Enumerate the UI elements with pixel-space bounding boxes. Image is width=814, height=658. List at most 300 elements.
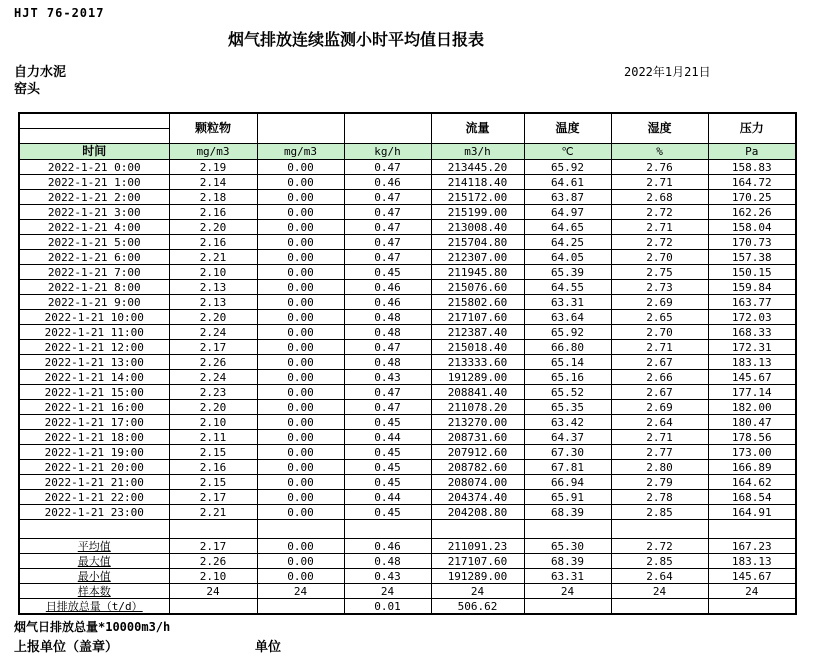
value-cell: 0.46 (344, 175, 431, 190)
group-header-empty-2 (344, 113, 431, 144)
value-cell: 2.65 (611, 310, 708, 325)
value-cell: 65.52 (524, 385, 611, 400)
value-cell: 64.37 (524, 430, 611, 445)
value-cell: 0.47 (344, 385, 431, 400)
value-cell: 0.45 (344, 475, 431, 490)
summary-value-cell: 2.64 (611, 569, 708, 584)
time-cell: 2022-1-21 15:00 (19, 385, 169, 400)
value-cell: 2.71 (611, 175, 708, 190)
value-cell: 207912.60 (431, 445, 524, 460)
value-cell: 191289.00 (431, 370, 524, 385)
summary-value-cell: 24 (257, 584, 344, 599)
value-cell: 0.47 (344, 235, 431, 250)
value-cell: 0.00 (257, 295, 344, 310)
table-row (19, 415, 796, 430)
value-cell: 2.85 (611, 505, 708, 520)
spacer-row (19, 520, 796, 539)
table-row (19, 460, 796, 475)
value-cell: 215802.60 (431, 295, 524, 310)
value-cell: 0.00 (257, 475, 344, 490)
table-row (19, 310, 796, 325)
value-cell: 0.45 (344, 445, 431, 460)
unit-label: 单位 (255, 640, 282, 655)
summary-value-cell: 2.72 (611, 539, 708, 554)
value-cell: 0.47 (344, 400, 431, 415)
value-cell: 2.16 (169, 460, 257, 475)
value-cell: 164.91 (708, 505, 796, 520)
table-row (19, 505, 796, 520)
time-cell: 2022-1-21 9:00 (19, 295, 169, 310)
value-cell: 2.24 (169, 370, 257, 385)
value-cell: 0.00 (257, 310, 344, 325)
time-cell: 2022-1-21 23:00 (19, 505, 169, 520)
value-cell: 213333.60 (431, 355, 524, 370)
value-cell: 214118.40 (431, 175, 524, 190)
summary-value-cell (708, 599, 796, 615)
value-cell: 0.00 (257, 325, 344, 340)
value-cell: 64.25 (524, 235, 611, 250)
value-cell: 215199.00 (431, 205, 524, 220)
value-cell: 2.19 (169, 160, 257, 175)
value-cell: 211078.20 (431, 400, 524, 415)
summary-value-cell: 0.00 (257, 569, 344, 584)
value-cell: 0.00 (257, 160, 344, 175)
value-cell: 0.47 (344, 250, 431, 265)
value-cell: 145.67 (708, 370, 796, 385)
time-cell: 2022-1-21 1:00 (19, 175, 169, 190)
value-cell: 173.00 (708, 445, 796, 460)
value-cell: 208782.60 (431, 460, 524, 475)
value-cell: 64.97 (524, 205, 611, 220)
value-cell: 164.62 (708, 475, 796, 490)
value-cell: 178.56 (708, 430, 796, 445)
value-cell: 2.71 (611, 340, 708, 355)
summary-value-cell: 24 (524, 584, 611, 599)
time-cell: 2022-1-21 17:00 (19, 415, 169, 430)
value-cell: 2.17 (169, 490, 257, 505)
value-cell: 0.00 (257, 235, 344, 250)
value-cell: 158.83 (708, 160, 796, 175)
value-cell: 208841.40 (431, 385, 524, 400)
value-cell: 2.15 (169, 475, 257, 490)
value-cell: 63.64 (524, 310, 611, 325)
time-cell: 2022-1-21 12:00 (19, 340, 169, 355)
empty-cell (169, 520, 257, 539)
table-row (19, 400, 796, 415)
value-cell: 0.00 (257, 280, 344, 295)
value-cell: 2.71 (611, 430, 708, 445)
value-cell: 2.69 (611, 400, 708, 415)
value-cell: 2.71 (611, 220, 708, 235)
value-cell: 215172.00 (431, 190, 524, 205)
unit-header-pa: Pa (708, 144, 796, 160)
value-cell: 2.11 (169, 430, 257, 445)
value-cell: 67.30 (524, 445, 611, 460)
summary-value-cell: 0.46 (344, 539, 431, 554)
time-header-top-subcell (20, 114, 169, 129)
time-cell: 2022-1-21 13:00 (19, 355, 169, 370)
time-cell: 2022-1-21 11:00 (19, 325, 169, 340)
table-row (19, 370, 796, 385)
time-column-label: 时间 (19, 144, 169, 160)
value-cell: 170.25 (708, 190, 796, 205)
summary-value-cell: 0.48 (344, 554, 431, 569)
empty-cell (19, 520, 169, 539)
value-cell: 213445.20 (431, 160, 524, 175)
summary-value-cell: 183.13 (708, 554, 796, 569)
report-date: 2022年1月21日 (624, 65, 711, 79)
value-cell: 65.35 (524, 400, 611, 415)
group-header-temperature: 温度 (524, 113, 611, 144)
summary-row (19, 599, 796, 615)
value-cell: 0.48 (344, 355, 431, 370)
value-cell: 0.45 (344, 460, 431, 475)
value-cell: 0.00 (257, 220, 344, 235)
time-cell: 2022-1-21 19:00 (19, 445, 169, 460)
value-cell: 2.66 (611, 370, 708, 385)
time-cell: 2022-1-21 22:00 (19, 490, 169, 505)
value-cell: 64.05 (524, 250, 611, 265)
table-row (19, 475, 796, 490)
value-cell: 159.84 (708, 280, 796, 295)
summary-value-cell: 24 (344, 584, 431, 599)
group-header-particulate: 颗粒物 (169, 113, 257, 144)
group-header-flow: 流量 (431, 113, 524, 144)
group-header-row (19, 113, 796, 144)
unit-header-mgm3: mg/m3 (257, 144, 344, 160)
empty-cell (708, 520, 796, 539)
value-cell: 2.10 (169, 415, 257, 430)
value-cell: 0.45 (344, 415, 431, 430)
time-cell: 2022-1-21 6:00 (19, 250, 169, 265)
empty-cell (431, 520, 524, 539)
value-cell: 2.70 (611, 250, 708, 265)
value-cell: 212387.40 (431, 325, 524, 340)
value-cell: 2.20 (169, 310, 257, 325)
summary-value-cell: 0.00 (257, 539, 344, 554)
table-body (19, 160, 796, 615)
summary-row (19, 569, 796, 584)
value-cell: 0.44 (344, 430, 431, 445)
value-cell: 2.70 (611, 325, 708, 340)
value-cell: 0.45 (344, 265, 431, 280)
group-header-empty-1 (257, 113, 344, 144)
value-cell: 2.20 (169, 400, 257, 415)
value-cell: 63.31 (524, 295, 611, 310)
value-cell: 180.47 (708, 415, 796, 430)
unit-header-pm-mgm3: mg/m3 (169, 144, 257, 160)
time-cell: 2022-1-21 8:00 (19, 280, 169, 295)
empty-cell (344, 520, 431, 539)
time-cell: 2022-1-21 20:00 (19, 460, 169, 475)
table-row (19, 445, 796, 460)
value-cell: 2.17 (169, 340, 257, 355)
table-row (19, 280, 796, 295)
value-cell: 0.00 (257, 460, 344, 475)
summary-value-cell: 24 (611, 584, 708, 599)
summary-value-cell: 24 (708, 584, 796, 599)
value-cell: 0.46 (344, 295, 431, 310)
value-cell: 168.33 (708, 325, 796, 340)
time-cell: 2022-1-21 18:00 (19, 430, 169, 445)
value-cell: 0.46 (344, 280, 431, 295)
value-cell: 163.77 (708, 295, 796, 310)
summary-value-cell: 2.26 (169, 554, 257, 569)
table-row (19, 385, 796, 400)
value-cell: 2.21 (169, 505, 257, 520)
value-cell: 2.79 (611, 475, 708, 490)
value-cell: 0.43 (344, 370, 431, 385)
value-cell: 162.26 (708, 205, 796, 220)
value-cell: 2.80 (611, 460, 708, 475)
station-name: 窑头 (14, 82, 41, 97)
summary-value-cell: 2.17 (169, 539, 257, 554)
value-cell: 2.10 (169, 265, 257, 280)
value-cell: 2.68 (611, 190, 708, 205)
empty-cell (257, 520, 344, 539)
summary-value-cell (524, 599, 611, 615)
value-cell: 0.00 (257, 505, 344, 520)
summary-value-cell: 211091.23 (431, 539, 524, 554)
value-cell: 182.00 (708, 400, 796, 415)
summary-value-cell: 506.62 (431, 599, 524, 615)
summary-value-cell: 63.31 (524, 569, 611, 584)
value-cell: 0.47 (344, 160, 431, 175)
report-unit-label: 上报单位（盖章） (14, 640, 119, 655)
value-cell: 0.00 (257, 370, 344, 385)
page-title: 烟气排放连续监测小时平均值日报表 (227, 30, 484, 49)
value-cell: 65.16 (524, 370, 611, 385)
value-cell: 158.04 (708, 220, 796, 235)
table-row (19, 175, 796, 190)
summary-row (19, 554, 796, 569)
value-cell: 0.44 (344, 490, 431, 505)
time-cell: 2022-1-21 10:00 (19, 310, 169, 325)
unit-header-celsius: ℃ (524, 144, 611, 160)
value-cell: 150.15 (708, 265, 796, 280)
value-cell: 2.18 (169, 190, 257, 205)
table-row (19, 265, 796, 280)
value-cell: 2.77 (611, 445, 708, 460)
summary-value-cell: 0.01 (344, 599, 431, 615)
time-cell: 2022-1-21 4:00 (19, 220, 169, 235)
value-cell: 63.42 (524, 415, 611, 430)
unit-header-m3h: m3/h (431, 144, 524, 160)
summary-value-cell: 24 (169, 584, 257, 599)
value-cell: 63.87 (524, 190, 611, 205)
value-cell: 0.47 (344, 220, 431, 235)
value-cell: 0.48 (344, 325, 431, 340)
value-cell: 65.92 (524, 160, 611, 175)
value-cell: 0.00 (257, 385, 344, 400)
table-row (19, 325, 796, 340)
value-cell: 2.16 (169, 205, 257, 220)
value-cell: 2.72 (611, 235, 708, 250)
time-cell: 2022-1-21 3:00 (19, 205, 169, 220)
time-cell: 2022-1-21 16:00 (19, 400, 169, 415)
summary-label-cell: 平均值 (19, 539, 169, 554)
value-cell: 208731.60 (431, 430, 524, 445)
value-cell: 2.15 (169, 445, 257, 460)
value-cell: 2.13 (169, 295, 257, 310)
summary-value-cell: 0.43 (344, 569, 431, 584)
value-cell: 64.65 (524, 220, 611, 235)
time-cell: 2022-1-21 2:00 (19, 190, 169, 205)
value-cell: 0.00 (257, 265, 344, 280)
value-cell: 2.20 (169, 220, 257, 235)
table-row (19, 340, 796, 355)
summary-value-cell: 145.67 (708, 569, 796, 584)
value-cell: 64.61 (524, 175, 611, 190)
table-row (19, 295, 796, 310)
value-cell: 213270.00 (431, 415, 524, 430)
value-cell: 0.47 (344, 205, 431, 220)
time-header-split-cell (19, 113, 169, 144)
summary-label-cell: 日排放总量（t/d） (19, 599, 169, 615)
value-cell: 0.47 (344, 340, 431, 355)
value-cell: 166.89 (708, 460, 796, 475)
value-cell: 0.00 (257, 355, 344, 370)
value-cell: 204208.80 (431, 505, 524, 520)
value-cell: 170.73 (708, 235, 796, 250)
summary-value-cell: 2.85 (611, 554, 708, 569)
value-cell: 0.00 (257, 430, 344, 445)
value-cell: 208074.00 (431, 475, 524, 490)
value-cell: 2.73 (611, 280, 708, 295)
value-cell: 65.14 (524, 355, 611, 370)
unit-header-row (19, 144, 796, 160)
value-cell: 2.67 (611, 385, 708, 400)
unit-header-kgh: kg/h (344, 144, 431, 160)
table-row (19, 220, 796, 235)
standard-code: HJT 76-2017 (14, 6, 105, 20)
value-cell: 215076.60 (431, 280, 524, 295)
summary-value-cell: 191289.00 (431, 569, 524, 584)
group-header-pressure: 压力 (708, 113, 796, 144)
summary-row (19, 584, 796, 599)
summary-value-cell: 68.39 (524, 554, 611, 569)
value-cell: 0.00 (257, 190, 344, 205)
time-cell: 2022-1-21 5:00 (19, 235, 169, 250)
table-row (19, 205, 796, 220)
empty-cell (611, 520, 708, 539)
table-row (19, 430, 796, 445)
summary-label-cell: 最大值 (19, 554, 169, 569)
value-cell: 2.14 (169, 175, 257, 190)
summary-value-cell (169, 599, 257, 615)
value-cell: 65.39 (524, 265, 611, 280)
time-header-bottom-subcell (20, 129, 169, 143)
summary-value-cell: 167.23 (708, 539, 796, 554)
summary-value-cell: 2.10 (169, 569, 257, 584)
value-cell: 183.13 (708, 355, 796, 370)
value-cell: 215704.80 (431, 235, 524, 250)
summary-value-cell: 24 (431, 584, 524, 599)
footer-note: 烟气日排放总量*10000m3/h (14, 620, 171, 634)
value-cell: 65.91 (524, 490, 611, 505)
table-row (19, 160, 796, 175)
value-cell: 2.23 (169, 385, 257, 400)
value-cell: 0.48 (344, 310, 431, 325)
summary-label-cell: 最小值 (19, 569, 169, 584)
value-cell: 2.26 (169, 355, 257, 370)
value-cell: 2.67 (611, 355, 708, 370)
value-cell: 0.00 (257, 490, 344, 505)
value-cell: 2.21 (169, 250, 257, 265)
summary-value-cell: 65.30 (524, 539, 611, 554)
value-cell: 64.55 (524, 280, 611, 295)
empty-cell (524, 520, 611, 539)
company-name: 自力水泥 (14, 65, 67, 80)
value-cell: 2.72 (611, 205, 708, 220)
value-cell: 0.00 (257, 250, 344, 265)
value-cell: 65.92 (524, 325, 611, 340)
value-cell: 215018.40 (431, 340, 524, 355)
value-cell: 172.03 (708, 310, 796, 325)
value-cell: 172.31 (708, 340, 796, 355)
value-cell: 2.75 (611, 265, 708, 280)
value-cell: 164.72 (708, 175, 796, 190)
value-cell: 0.00 (257, 415, 344, 430)
summary-value-cell: 0.00 (257, 554, 344, 569)
value-cell: 0.00 (257, 340, 344, 355)
value-cell: 168.54 (708, 490, 796, 505)
report-table (18, 112, 797, 615)
table-row (19, 355, 796, 370)
summary-value-cell (257, 599, 344, 615)
summary-value-cell (611, 599, 708, 615)
table-row (19, 250, 796, 265)
time-cell: 2022-1-21 7:00 (19, 265, 169, 280)
value-cell: 66.80 (524, 340, 611, 355)
time-cell: 2022-1-21 0:00 (19, 160, 169, 175)
value-cell: 0.00 (257, 445, 344, 460)
group-header-humidity: 湿度 (611, 113, 708, 144)
table-row (19, 490, 796, 505)
value-cell: 2.76 (611, 160, 708, 175)
value-cell: 217107.60 (431, 310, 524, 325)
summary-row (19, 539, 796, 554)
time-cell: 2022-1-21 14:00 (19, 370, 169, 385)
value-cell: 2.13 (169, 280, 257, 295)
value-cell: 211945.80 (431, 265, 524, 280)
value-cell: 204374.40 (431, 490, 524, 505)
value-cell: 212307.00 (431, 250, 524, 265)
table-row (19, 190, 796, 205)
summary-label-cell: 样本数 (19, 584, 169, 599)
value-cell: 213008.40 (431, 220, 524, 235)
value-cell: 0.45 (344, 505, 431, 520)
table-row (19, 235, 796, 250)
value-cell: 66.94 (524, 475, 611, 490)
value-cell: 0.00 (257, 400, 344, 415)
value-cell: 0.47 (344, 190, 431, 205)
value-cell: 0.00 (257, 175, 344, 190)
value-cell: 2.16 (169, 235, 257, 250)
value-cell: 2.24 (169, 325, 257, 340)
value-cell: 157.38 (708, 250, 796, 265)
value-cell: 68.39 (524, 505, 611, 520)
value-cell: 0.00 (257, 205, 344, 220)
unit-header-percent: % (611, 144, 708, 160)
value-cell: 177.14 (708, 385, 796, 400)
value-cell: 2.69 (611, 295, 708, 310)
time-cell: 2022-1-21 21:00 (19, 475, 169, 490)
value-cell: 67.81 (524, 460, 611, 475)
summary-value-cell: 217107.60 (431, 554, 524, 569)
value-cell: 2.78 (611, 490, 708, 505)
value-cell: 2.64 (611, 415, 708, 430)
